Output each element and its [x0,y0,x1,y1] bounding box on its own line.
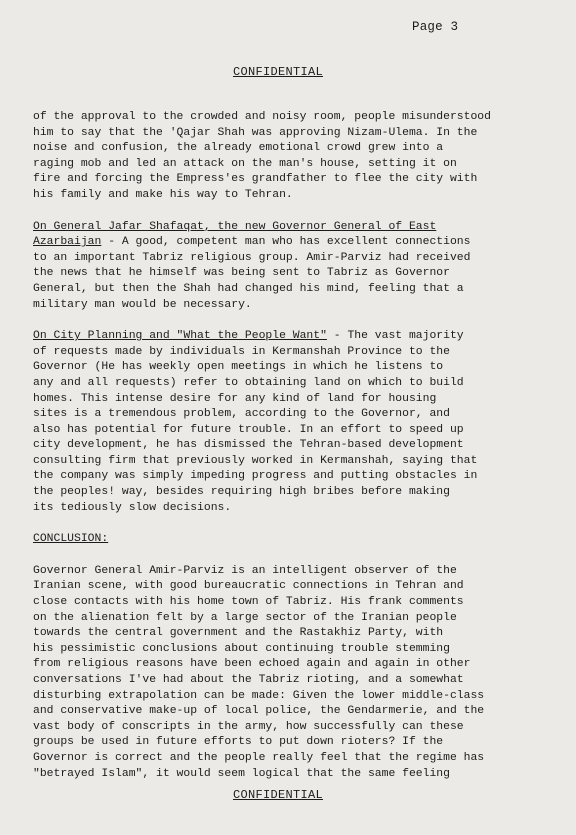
text-line: to an important Tabriz religious group. Amir-Parviz had received [33,251,471,264]
classification-top: CONFIDENTIAL [232,65,323,79]
page-number: Page 3 [412,20,459,34]
text-line: also has potential for future trouble. In an effort to speed up [33,423,464,436]
text-line: its tediously slow decisions. [33,501,232,514]
text-line: the peoples! way, besides requiring high bribes before making [33,486,450,499]
text-line: military man would be necessary. [33,298,252,311]
text-line: General, but then the Shah had changed his mind, feeling that a [33,282,464,295]
text-line: groups be used in future efforts to put down rioters? If the [33,736,444,749]
text-line: vast body of conscripts in the army, how successfully can these [33,720,464,733]
text-line: of the approval to the crowded and noisy room, people misunderstood [33,111,491,123]
text-line: any and all requests) refer to obtaining land on which to build [33,376,464,389]
text-line [33,235,543,251]
text-line: him to say that the 'Qajar Shah was approving Nizam-Ulema. In the [33,126,478,139]
text-line: Governor (He has weekly open meetings in which he listens to [33,361,444,374]
paragraph-qajar-shah [33,110,543,204]
text-line: raging mob and led an attack on the man's house, setting it on [33,157,457,170]
text-line: and conservative make-up of local police, the Gendarmerie, and the [33,705,485,718]
text-line: of requests made by individuals in Kermanshah Province to the [33,345,450,358]
text-line [33,329,543,345]
text-line: city development, he has dismissed the Tehran-based development [33,439,464,452]
text-line: sites is a tremendous problem, according to the Governor, and [33,408,450,421]
paragraph-conclusion [33,564,543,782]
text-line: "betrayed Islam", it would seem logical that the same feeling [33,767,450,780]
section-heading-city-planning: On City Planning and "What the People Want" [33,330,327,343]
text-line: his family and make his way to Tehran. [33,188,293,201]
text-line: the company was simply impeding progress and putting obstacles in [33,470,478,483]
document-body [33,110,543,798]
text-line: Governor is correct and the people really feel that the regime has [33,751,485,764]
text-run: - The vast majority [326,330,464,343]
text-line: Governor General Amir-Parviz is an intelligent observer of the [33,564,457,577]
text-line: on the alienation felt by a large sector of the Iranian people [33,611,457,624]
section-heading-shafaqat: On General Jafar Shafaqat, the new Governor General of East [33,220,437,233]
conclusion-heading: CONCLUSION: [33,533,109,546]
text-line: fire and forcing the Empress'es grandfather to flee the city with [33,173,478,186]
text-line: towards the central government and the Rastakhiz Party, with [33,627,444,640]
text-run: - A good, competent man who has excellent connections [101,236,471,249]
text-line: the news that he himself was being sent to Tabriz as Governor [33,267,450,280]
section-heading-shafaqat-cont: Azarbaijan [33,236,102,249]
text-line: homes. This intense desire for any kind of land for housing [33,392,437,405]
text-line: Iranian scene, with good bureaucratic connections in Tehran and [33,580,464,593]
text-line: conversations I've had about the Tabriz rioting, and a somewhat [33,674,464,686]
paragraph-general-shafaqat [33,220,543,314]
text-line: noise and confusion, the already emotional crowd grew into a [33,142,444,155]
text-line: consulting firm that previously worked in Kermanshah, saying that [33,454,478,467]
text-line: from religious reasons have been echoed again and again in other [33,658,471,671]
text-line: disturbing extrapolation can be made: Given the lower middle-class [33,689,485,702]
text-line: close contacts with his home town of Tabriz. His frank comments [33,596,464,609]
classification-bottom: CONFIDENTIAL [232,788,323,802]
text-line: his pessimistic conclusions about continuing trouble stemming [33,642,450,655]
paragraph-city-planning [33,329,543,516]
